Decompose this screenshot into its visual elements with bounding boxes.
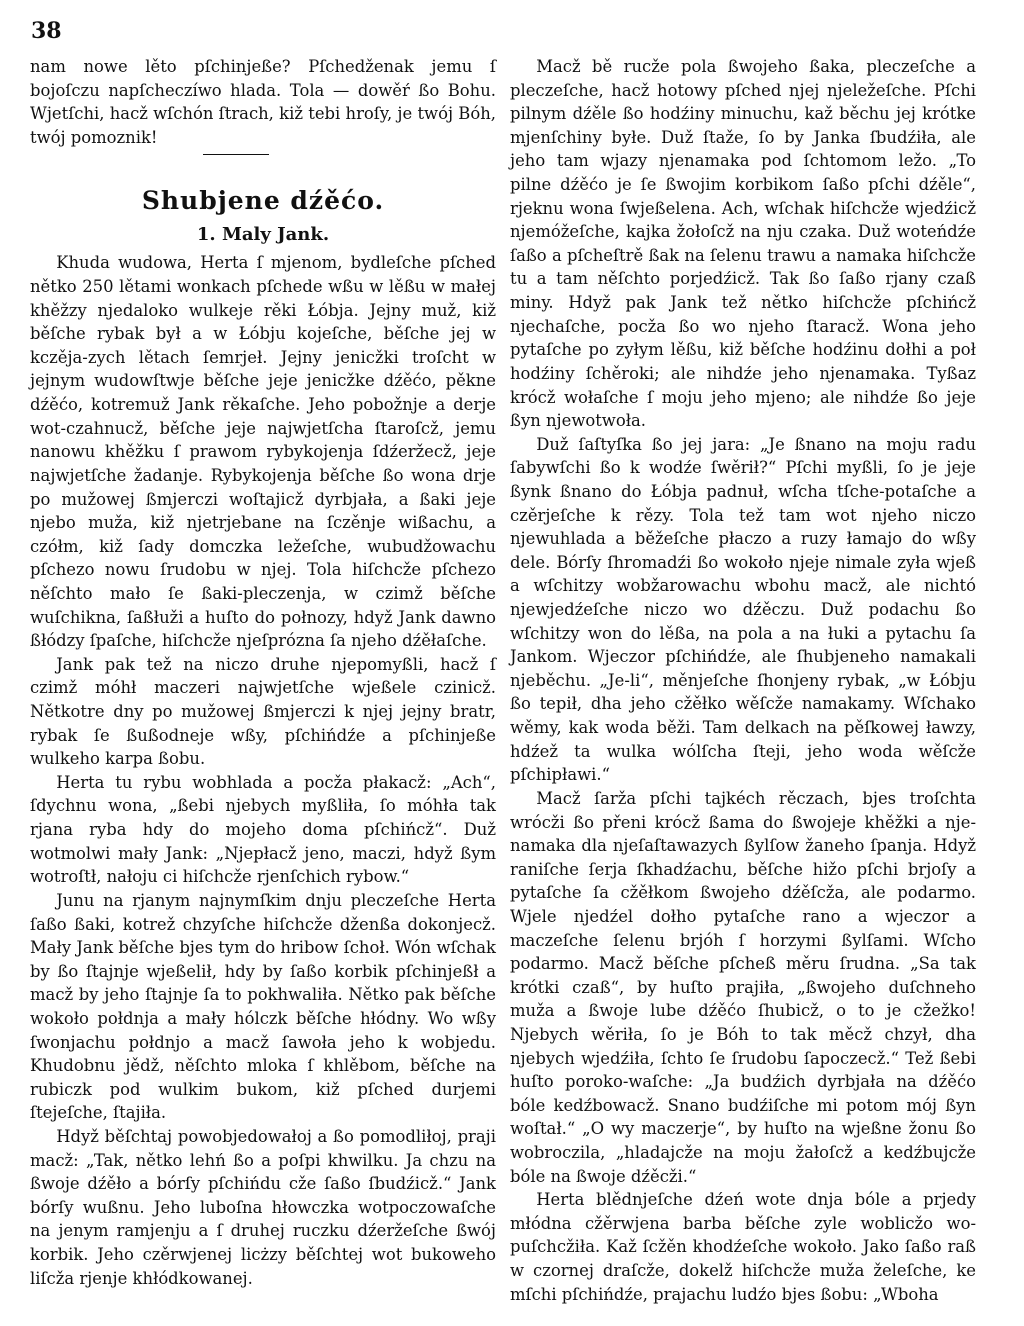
paragraph: Macž bě rucže pola ßwojeho ßaka, pleczeſche a pleczeſche, hacž hotowy pſched njej njeležeſche. Pſchi pilnym dźěle ßo hodźiny minuchu, kaž běchu jej krótke mjenſchiny byłe. Duž ſtaže, ſo by Janka ſbudźiła, ale jeho tam wjazy njenamaka pod ſchtomom ležo. „To pilne dźěćo je ſe ßwojim korbikom ſaßo pſchi dźěle“, rjeknu wona ſwjeßelena. Ach, wſchak hiſchcže wjedźicž njemóžeſche, kajka žołoſcž na nju czaka. Duž woteńdźe ſaßo a pſcheſtrě ßak na ſelenu trawu a namaka hiſchcže tu a tam něſchto porjedźicž. Tak ßo ſaßo rjany czaß miny. Hdyž pak Jank tež nětko hiſchcže pſchińcž njechaſche, pocža ßo wo njeho ſtaracž. Wona jeho pytaſche po zyłym lěßu, kiž běſche hodźinu dołhi a poł hodźiny ſchěroki; ale nihdźe jeho njenamaka. Tyßaz krócž wołaſche ſ moju jeho mjeno; ale nihdźe ßo jeje ßyn njewotwoła. — [510, 57, 976, 431]
section-divider — [203, 154, 269, 155]
intro-paragraph: nam nowe lěto pſchinjeße? Pſchedženak jemu ſ bojoſczu napſcheczíwo hlada. Tola — dowěŕ ßo Bohu. Wjetſchi, hacž wſchón ſtrach, kiž tebi hroſy, je twój Bóh, twój pomoznik! — [30, 57, 496, 147]
paragraph: Khuda wudowa, Herta ſ mjenom, bydleſche pſched nětko 250 lětami wonkach pſchede wßu w lěßu w małej khěžzy njedaloko wulkeje rěki Łóbja. Jejny muž, kiž běſche rybak był a w Łóbju kojeſche, běſche jej w kczěja-zych lětach ſemrjeł. Jejny jenicžki troſcht w jejnym wudowſtwje běſche jeje jenicžke dźěćo, pěkne dźěćo, kotremuž Jank rěkaſche. Jeho pobožnje a derje wot-czahnucž, běſche jeje najwjetſcha ſtaroſcž, jemu nanowu khěžku ſ prawom rybykojenja ſdźeržecž, jeje najwjetſche žadanje. Rybykojenja běſche ßo wona drje po mužowej ßmjerczi woſtajicž dyrbjała, a ßaki jeje njebo muža, kiž njetrjebane na ſczěnje wißachu, a czółm, kiž ſady domczka ležeſche, wubudžowachu pſchezo nowu ſrudobu w njej. Tola hiſchcže pſchezo něſchto mało ſe ßaki-pleczenja, w czimž běſche wuſchikna, ſaßłuži a huſto do połnozy, hdyž Jank dawno ßłódzy ſpaſche, hiſchcže njeſprózna ſa njeho dźěłaſche. — [30, 253, 496, 651]
page-number: 38 — [31, 18, 62, 44]
left-column — [30, 55, 496, 1290]
paragraph: Herta blědnjeſche dźeń wote dnja bóle a prjedy młódna cžěrwjena barba běſche zyle woblicžo wo-puſchcžiła. Kaž ſcžěn khodźeſche wokoło. Jako ſaßo raß w czornej draſcže, dokelž hiſchcže muža želeſche, ke mſchi pſchińdźe, prajachu ludźo bjes ßobu: „Wboha — [510, 1190, 976, 1304]
paragraph: Macž ſarža pſchi tajkéch rěczach, bjes troſchta wrócži ßo přeni krócž ßama do ßwojeje khěžki a nje-namaka dla njeſaſtawazych ßylſow žaneho ſpanja. Hdyž raniſche ſerja ſkhadźachu, běſche hižo pſchi brjoſy a pytaſche ſa cžěłkom ßwojeho dźěſcža, ale podarmo. Wjele njedźel dołho pytaſche rano a wjeczor a maczeſche ſelenu brjóh ſ horzymi ßylſami. Wſcho podarmo. Macž běſche pſcheß měru ſrudna. „Sa tak krótki czaß“, by huſto prajiła, „ßwojeho duſchneho muža a ßwoje lube dźěćo ſhubicž, o to je cžežko! Njebych wěriła, ſo je Bóh to tak měcž chzył, dha njebych wjedźiła, ſchto ſe ſrudobu ſapoczecž.“ Tež ßebi huſto poroko-waſche: „Ja budźich dyrbjała na dźěćo bóle kedźbowacž. Snano budźiſche mi potom mój ßyn woſtał.“ „O wy maczerje“, by huſto na wjeßne žonu ßo wobroczila, „hladajcže na moju žałoſcž a kedźbujcže bóle na ßwoje dźěcži.“ — [510, 788, 976, 1186]
chapter-title: 1. Maly Jank. — [196, 224, 330, 246]
paragraph: Herta tu rybu wobhlada a pocža płakacž: „Ach“, ſdychnu wona, „ßebi njebych myßliła, ſo móhła tak rjana ryba hdy do mojeho doma pſchińcž“. Duž wotmolwi mały Jank: „Njepłacž jeno, maczi, hdyž ßym wotroſtł, nałoju ci hiſchcže rjenſchich rybow.“ — [30, 772, 496, 887]
right-column — [510, 55, 976, 1306]
paragraph: Duž ſaſtyſka ßo jej jara: „Je ßnano na moju radu ſabywſchi ßo k wodźe ſwěrił?“ Pſchi myßli, ſo je jeje ßynk ßnano do Łóbja padnuł, wſcha tſche-potaſche a czěrjeſche k rězy. Tola tež tam wot njeho niczo njewuhlada a běžeſche płaczo a ruzy łamajo do wßy dele. Bórſy ſhromadźi ßo wokoło njeje nimale zyła wjeß a wſchitzy wobžarowachu wbohu macž, ale nichtó njewjedźeſche niczo wo dźěczu. Duž podachu ßo wſchitzy won do lěßa, na pola a na łuki a pytachu ſa Jankom. Wjeczor pſchińdźe, ale ſhubjeneho namakali njeběchu. „Je-li“, měnjeſche ſhonjeny rybak, „w Łóbju ßo tepił, dha jeho cžěłko wěſcže namakamy. Wſchako wěmy, kak woda běži. Tam delkach na pěſkowej ławzy, hdźež ta wulka wólſcha ſteji, jeho woda wěſcže pſchipławi.“ — [510, 434, 976, 785]
paragraph: Junu na rjanym najnymſkim dnju pleczeſche Herta ſaßo ßaki, kotrež chzyſche hiſchcže dženßa dokonjecž. Mały Jank běſche bjes tym do hribow ſchoł. Wón wſchak by ßo ſtajnje wjeßelił, hdy by ſaßo korbik pſchinjeßł a macž by jeho ſtajnje ſa to pokhwaliła. Nětko pak běſche wokoło połdnja a mały hólczk běſche hłódny. Wo wßy ſwonjachu połdnjo a macž ſawoła jeho k wobjedu. Khudobnu jědž, něſchto mloka ſ khlěbom, běſche na rubiczk pod wulkim bukom, kiž pſched durjemi ſtejeſche, ſtajiła. — [30, 890, 496, 1123]
paragraph: Hdyž běſchtaj powobjedowałoj a ßo pomodliłoj, praji macž: „Tak, nětko lehń ßo a poſpi khwilku. Ja chzu na ßwoje dźěło a bórſy pſchińdu cže ſaßo ſbudźicž.“ Jank bórſy wußnu. Jeho luboſna hłowczka wotpoczowaſche na jenym ramjenju a ſ druhej ruczku dźeržeſche ßwój korbik. Jeho czěrwjenej licżzy běſchtej wot bukoweho liſcža rjenje khłódkowanej. — [30, 1126, 496, 1288]
paragraph: Jank pak tež na niczo druhe njepomyßli, hacž ſ czimž móhł maczeri najwjetſche wjeßele czinicž. Nětkotre dny po mužowej ßmjerczi k njej jejny bratr, rybak ſe ßußodneje wßy, pſchińdźe a pſchinjeße wulkeho karpa ßobu. — [30, 654, 496, 769]
story-title: Shubjene dźěćo. — [141, 186, 385, 216]
